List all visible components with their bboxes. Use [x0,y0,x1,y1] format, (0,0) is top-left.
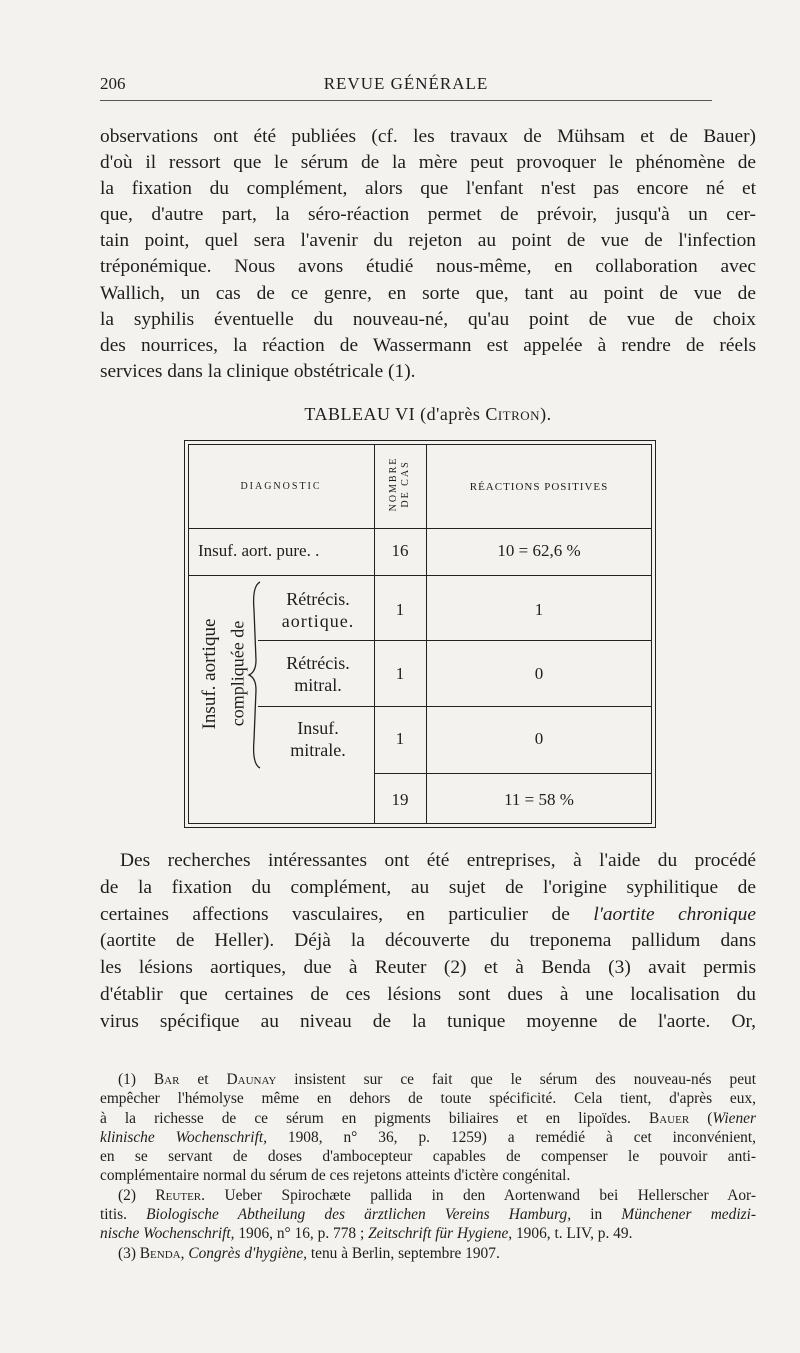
text-line: d'établir que certaines de ces lésions sont dues à une localisation du [100,983,756,1005]
subrow-3-line1: Insuf. [297,718,339,738]
footnote-1 [100,1070,756,1186]
column-divider [374,444,375,824]
fn-author: Daunay [226,1071,277,1088]
paragraph-2 [100,848,756,1036]
caption-main: TABLEAU VI (d'après [304,404,486,424]
fn-text: à la richesse de ce sérum en pigments biliaires et en lipoïdes. [100,1109,649,1127]
fn-journal: Zeitschrift für Hygiene, [368,1225,513,1243]
text-line: la syphilis éventuelle du nouveau-né, qu'au point de vue de choix [100,308,756,330]
fn-marker: (3) [118,1244,140,1262]
total-reactions: 11 = 58 % [504,790,574,809]
text-line: tain point, quel sera l'avenir du rejeton au point de vue de l'infection [100,230,756,252]
caption-end: ). [540,404,552,424]
fn-line [100,1070,756,1089]
fn-line [100,1109,756,1128]
fn-journal: Biologische Abtheilung des ärztlichen Vereins Hamburg, [146,1206,572,1224]
fn-text: tenu à Berlin, septembre 1907. [307,1244,500,1262]
text-line: (aortite de Heller). Déjà la découverte du treponema pallidum dans [100,930,756,952]
fn-text: titis. [100,1206,147,1224]
fn-text: 1906, t. LIV, p. 49. [512,1225,633,1243]
text-line: la fixation du complément, alors que l'enfant n'est pas encore né et [100,178,756,200]
text-line: Wallich, un cas de ce genre, en sorte que, tant au point de vue de [100,282,756,304]
header-nombre-line1: NOMBRE [388,456,399,512]
column-divider [426,444,427,824]
text-line [100,902,756,929]
text-line: que, d'autre part, la séro-réaction permet de prévoir, jusqu'à un cer- [100,204,756,226]
subrow-3-count: 1 [395,729,405,748]
italic-term: l'aortite chronique [593,903,756,925]
fn-journal: nische Wochenschrift, [100,1225,235,1243]
fn-line [100,1186,756,1205]
row-divider [188,528,652,529]
header-diagnostic: DIAGNOSTIC [240,481,322,492]
text-line: services dans la clinique obstétricale (1). [100,360,416,382]
fn-journal: Wiener [712,1109,756,1127]
fn-marker: (1) [118,1071,154,1088]
fn-text: . Ueber Spirochæte pallida in den Aortenwand bei Hellerscher Aor- [201,1186,756,1204]
text-line: de la fixation du complément, au sujet de l'origine syphilitique de [100,876,756,898]
running-title: REVUE GÉNÉRALE [323,74,489,93]
text-line: tréponémique. Nous avons étudié nous-même, en collaboration avec [100,256,756,278]
fn-author: Reuter [155,1186,202,1204]
row-pure-label: Insuf. aort. pure. . [198,541,320,560]
row-divider [258,706,652,707]
fn-text: ( [689,1109,713,1127]
fn-author: Benda [139,1244,181,1262]
text-line: virus spécifique au niveau de la tunique moyenne de l'aorte. Or, [100,1010,756,1032]
subrow-3-reactions: 0 [534,729,544,748]
header-nombre [388,434,412,534]
row-divider [258,640,652,641]
fn-line: complémentaire normal du sérum de ces rejetons atteints d'ictère congénital. [100,1167,571,1185]
text-line: les lésions aortiques, due à Reuter (2) et à Benda (3) avait permis [100,957,756,979]
group-label-2: compliquée de [227,620,248,727]
fn-line [100,1224,756,1243]
fn-text: insistent sur ce fait que le sérum des nouveau-nés peut [276,1071,757,1088]
fn-marker: (2) [118,1186,156,1204]
subrow-2-line2: mitral. [294,675,342,695]
subrow-3-line2: mitrale. [290,740,346,760]
fn-line [100,1128,756,1147]
footnote-2 [100,1186,756,1244]
subrow-2-line1: Rétrécis. [286,653,350,673]
fn-author: Bauer [648,1109,690,1127]
subrow-2-label [262,652,374,696]
row-pure-reactions: 10 = 62,6 % [497,541,581,560]
fn-journal: Congrès d'hygiène, [188,1244,308,1262]
fn-journal: klinische Wochenschrift, [100,1128,267,1146]
text-line: observations ont été publiées (cf. les travaux de Mühsam et de Bauer) [100,126,756,147]
caption-author: Citron [485,404,541,424]
fn-line: en se servant de doses d'ambocepteur capables de compenser le pouvoir anti- [100,1148,756,1166]
subrow-1-line1: Rétrécis. [286,589,350,609]
text-line: des nourrices, la réaction de Wassermann est appelée à rendre de réels [100,334,756,356]
footnote-3 [100,1244,756,1263]
text-line: d'où il ressort que le sérum de la mère peut provoquer le phénomène de [100,152,756,174]
fn-text: , [180,1244,189,1262]
subrow-1-count: 1 [395,600,405,619]
fn-author: Bar [153,1071,180,1088]
paragraph-1 [100,124,756,385]
text-run: certaines affections vasculaires, en particulier de [100,903,594,925]
subrow-1-reactions: 1 [534,600,544,619]
subrow-2-reactions: 0 [534,664,544,683]
total-count: 19 [391,790,409,809]
text-line: Des recherches intéressantes ont été entreprises, à l'aide du procédé [120,850,756,871]
fn-line: empêcher l'hémolyse même en dehors de toute spécificité. Cela tient, d'après eux, [100,1090,756,1108]
row-divider [188,575,652,576]
subrow-1-line2: aortique. [281,611,355,631]
page-number: 206 [100,74,126,93]
fn-text: et [179,1071,227,1088]
row-pure-count: 16 [391,541,409,560]
group-label-1: Insuf. aortique [199,618,220,730]
fn-text: 1908, n° 36, p. 1259) a remédié à cet inconvénient, [266,1128,756,1146]
header-nombre-line2: DE CAS [400,460,411,508]
subrow-2-count: 1 [395,664,405,683]
row-divider [374,773,652,774]
subrow-3-label [262,717,374,761]
fn-line [100,1205,756,1224]
fn-text: in [571,1206,622,1224]
table-caption [100,404,756,425]
header-reactions: RÉACTIONS POSITIVES [469,481,609,493]
footnotes [100,1070,756,1263]
page-header [100,70,712,101]
subrow-1-label [262,588,374,632]
fn-journal: Münchener medizi- [621,1206,756,1224]
fn-text: 1906, n° 16, p. 778 ; [234,1225,369,1243]
fn-line [100,1244,756,1263]
